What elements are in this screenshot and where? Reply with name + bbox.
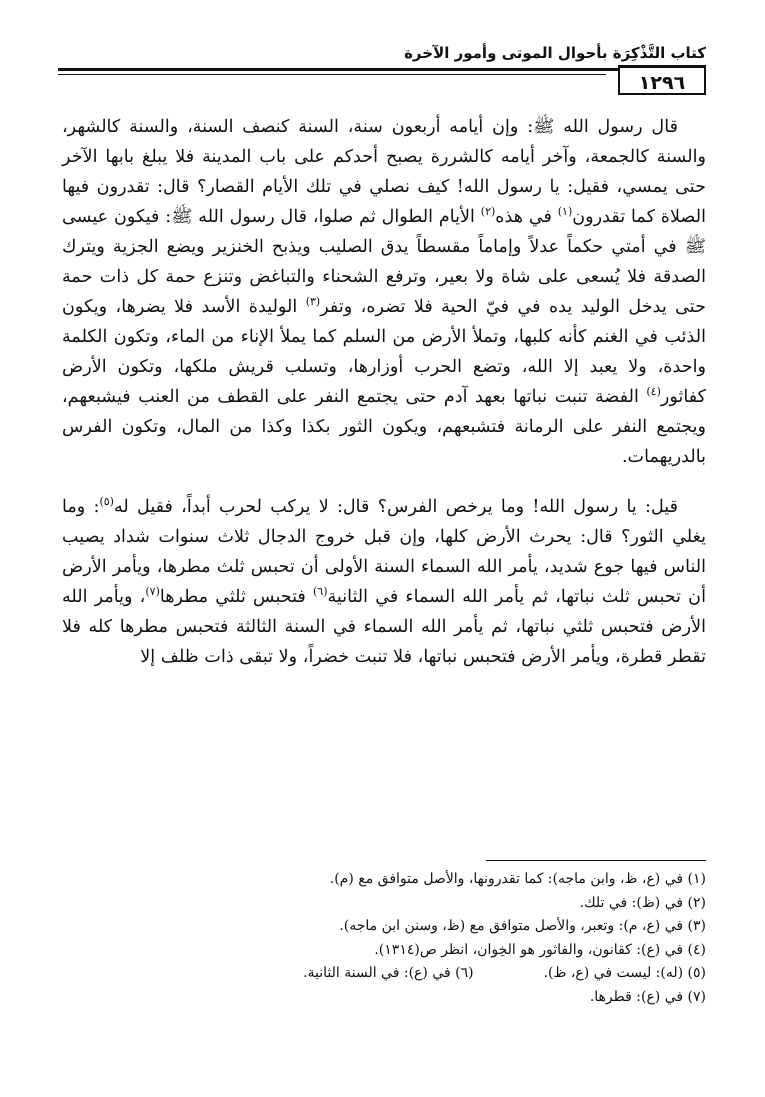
main-text — [62, 112, 706, 672]
text-run: الوليدة الأسد فلا يضرها، ويكون الذئب في الغنم كأنه كلبها، وتملأ الأرض من السلم كما يملأ الإناء من الماء، وتكون الكلمة واحدة، ولا يعبد إلا الله، وتضع الحرب أوزارها، وتسلب قريش ملكها، وتكون الأرض كفاثور — [62, 297, 706, 407]
footnote: (٢) في (ظ): في تلك. — [579, 894, 706, 911]
footnote: (٣) في (ع، م): وتعبر، والأصل متوافق مع (ظ، وسنن ابن ماجه). — [339, 918, 706, 934]
text-run: ، ويأمر الله الأرض فتحبس ثلثي نباتها، ثم يأمر الله السماء في السنة الثالثة فتحبس مطرها كله فلا تقطر قطرة، ويأمر الأرض فتحبس نباتها، فلا تنبت خضراً، ولا تبقى ذات ظلف إلا — [62, 587, 706, 667]
book-title: كتاب التَّذْكِرَة بأحوال الموتى وأمور الآخرة — [404, 44, 706, 62]
paragraph — [62, 112, 706, 472]
footnote-separator — [486, 860, 706, 861]
paragraph — [62, 492, 706, 672]
footnote-marker: (٥) — [99, 495, 114, 509]
footnote-row — [62, 962, 706, 986]
footnote: (٥) (له): ليست في (ع، ظ). — [543, 965, 706, 981]
footnote-marker: (٤) — [646, 385, 661, 399]
text-run: في هذه — [495, 207, 558, 227]
footnote-marker: (٧) — [145, 585, 160, 599]
header-rule-thick — [58, 68, 706, 71]
footnotes — [62, 868, 706, 1009]
text-run: قيل: يا رسول الله! وما يرخص الفرس؟ قال: لا يركب لحرب أبداً، فقيل له — [113, 497, 678, 517]
footnote-marker: (٢) — [480, 205, 496, 219]
footnote-marker: (٣) — [305, 295, 321, 309]
text-run: الأيام الطوال ثم صلوا، قال رسول الله ﷺ: فيكون عيسى ﷺ في أمتي حكماً عدلاً وإماماً مقسطاً يدق الصليب ويذبح الخنزير ويضع الجزية ويترك الصدقة فلا يُسعى على شاة ولا بعير، وترفع الشحناء والتباغض وتنزع حمة كل ذات حمة حتى يدخل الوليد يده في فيّ الحية فلا تضره، وتفر — [62, 207, 706, 317]
footnote: (٦) في (ع): في السنة الثانية. — [303, 965, 474, 981]
footnote: (٧) في (ع): قطرها. — [589, 988, 706, 1005]
running-header — [58, 44, 706, 94]
text-run: فتحبس ثلثي مطرها — [159, 587, 313, 607]
footnote: (١) في (ع، ظ، وابن ماجه): كما تقدرونها، والأصل متوافق مع (م). — [329, 871, 706, 887]
text-run: قال رسول الله ﷺ: وإن أيامه أربعون سنة، السنة كنصف السنة، والسنة كالشهر، والسنة كالجمعة، وآخر أيامه كالشررة يصبح أحدكم على باب المدينة فلا يبلغ بابها الآخر حتى يمسي، فقيل: يا رسول الله! كيف نصلي في تلك الأيام القصار؟ قال: تقدرون فيها الصلاة كما تقدرون — [62, 117, 706, 227]
footnote-marker: (١) — [557, 205, 573, 219]
text-run: الفضة تنبت نباتها بعهد آدم حتى يجتمع النفر على القطف من العنب فيشبعهم، ويجتمع النفر على الرمانة فتشبعهم، ويكون الثور بكذا وكذا من المال، وتكون الفرس بالدريهمات. — [62, 387, 706, 467]
header-rule-thin — [58, 74, 606, 75]
text-run: : وما يغلي الثور؟ قال: يحرث الأرض كلها، وإن قبل خروج الدجال ثلاث سنوات شداد يصيب الناس فيها جوع شديد، يأمر الله السماء السنة الأولى أن تحبس ثلث مطرها، ويأمر الأرض أن تحبس ثلث نباتها، ثم يأمر الله السماء في الثانية — [62, 497, 706, 607]
footnote: (٤) في (ع): كقانون، والفاثور هو الخِوان، انظر ص(١٣١٤). — [374, 941, 706, 958]
footnote-marker: (٦) — [312, 585, 328, 599]
page-number: ١٢٩٦ — [618, 65, 706, 95]
